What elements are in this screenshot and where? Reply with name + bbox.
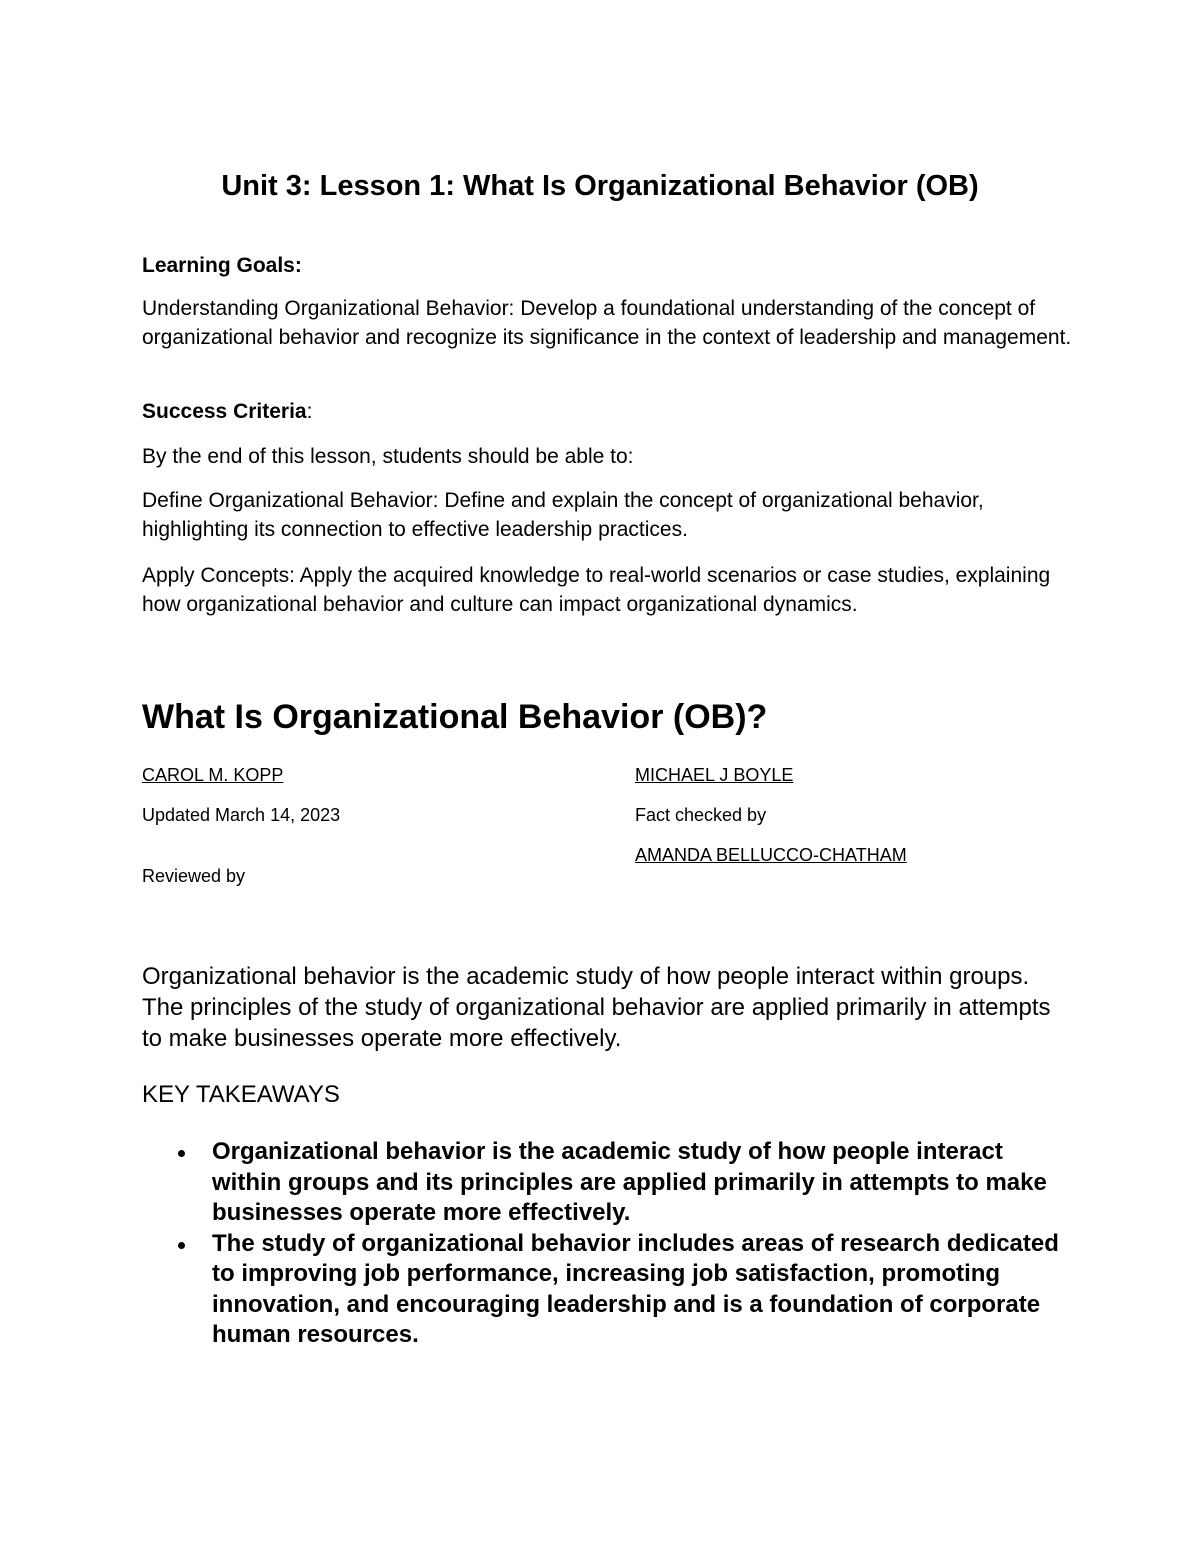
reviewer-link[interactable]: MICHAEL J BOYLE <box>635 765 794 785</box>
article-intro: Organizational behavior is the academic study of how people interact within groups. The principles of the study of organizational behavior are applied primarily in attempts to make businesses operate more effectively. <box>142 963 1051 1052</box>
success-criteria-label: Success Criteria <box>142 400 307 423</box>
learning-goals-label: Learning Goals: <box>142 254 302 277</box>
article-title: What Is Organizational Behavior (OB)? <box>142 698 768 736</box>
criterion-define: Define Organizational Behavior: Define and explain the concept of organizational behavior, highlighting its connection to effective leadership practices. <box>142 489 984 541</box>
learning-goals-text: Understanding Organizational Behavior: Develop a foundational understanding of the concept of organizational behavior and recognize its significance in the context of leadership and management. <box>142 297 1072 349</box>
bullet-icon <box>178 1242 185 1249</box>
takeaway-text: Organizational behavior is the academic study of how people interact within groups and its principles are applied primarily in attempts to make businesses operate more effectively. <box>212 1138 1047 1226</box>
success-criteria-colon: : <box>306 400 313 423</box>
list-item <box>142 1137 1072 1229</box>
lesson-title: Unit 3: Lesson 1: What Is Organizational Behavior (OB) <box>221 170 979 202</box>
updated-date: Updated March 14, 2023 <box>142 805 341 825</box>
bullet-icon <box>178 1150 185 1157</box>
fact-checker-link[interactable]: AMANDA BELLUCCO-CHATHAM <box>635 845 907 865</box>
key-takeaways-list <box>142 1137 1072 1351</box>
takeaway-text: The study of organizational behavior includes areas of research dedicated to improving job performance, increasing job satisfaction, promoting innovation, and encouraging leadership and is a foundation of corporate human resources. <box>212 1229 1059 1348</box>
success-criteria-heading <box>142 397 1072 426</box>
key-takeaways-heading: KEY TAKEAWAYS <box>142 1081 340 1108</box>
success-criteria-intro: By the end of this lesson, students should be able to: <box>142 445 634 468</box>
reviewed-by-label: Reviewed by <box>142 866 246 886</box>
criterion-apply: Apply Concepts: Apply the acquired knowledge to real-world scenarios or case studies, explaining how organizational behavior and culture can impact organizational dynamics. <box>142 564 1051 616</box>
fact-checked-label: Fact checked by <box>635 805 767 825</box>
list-item <box>142 1229 1072 1351</box>
author-link[interactable]: CAROL M. KOPP <box>142 765 284 785</box>
